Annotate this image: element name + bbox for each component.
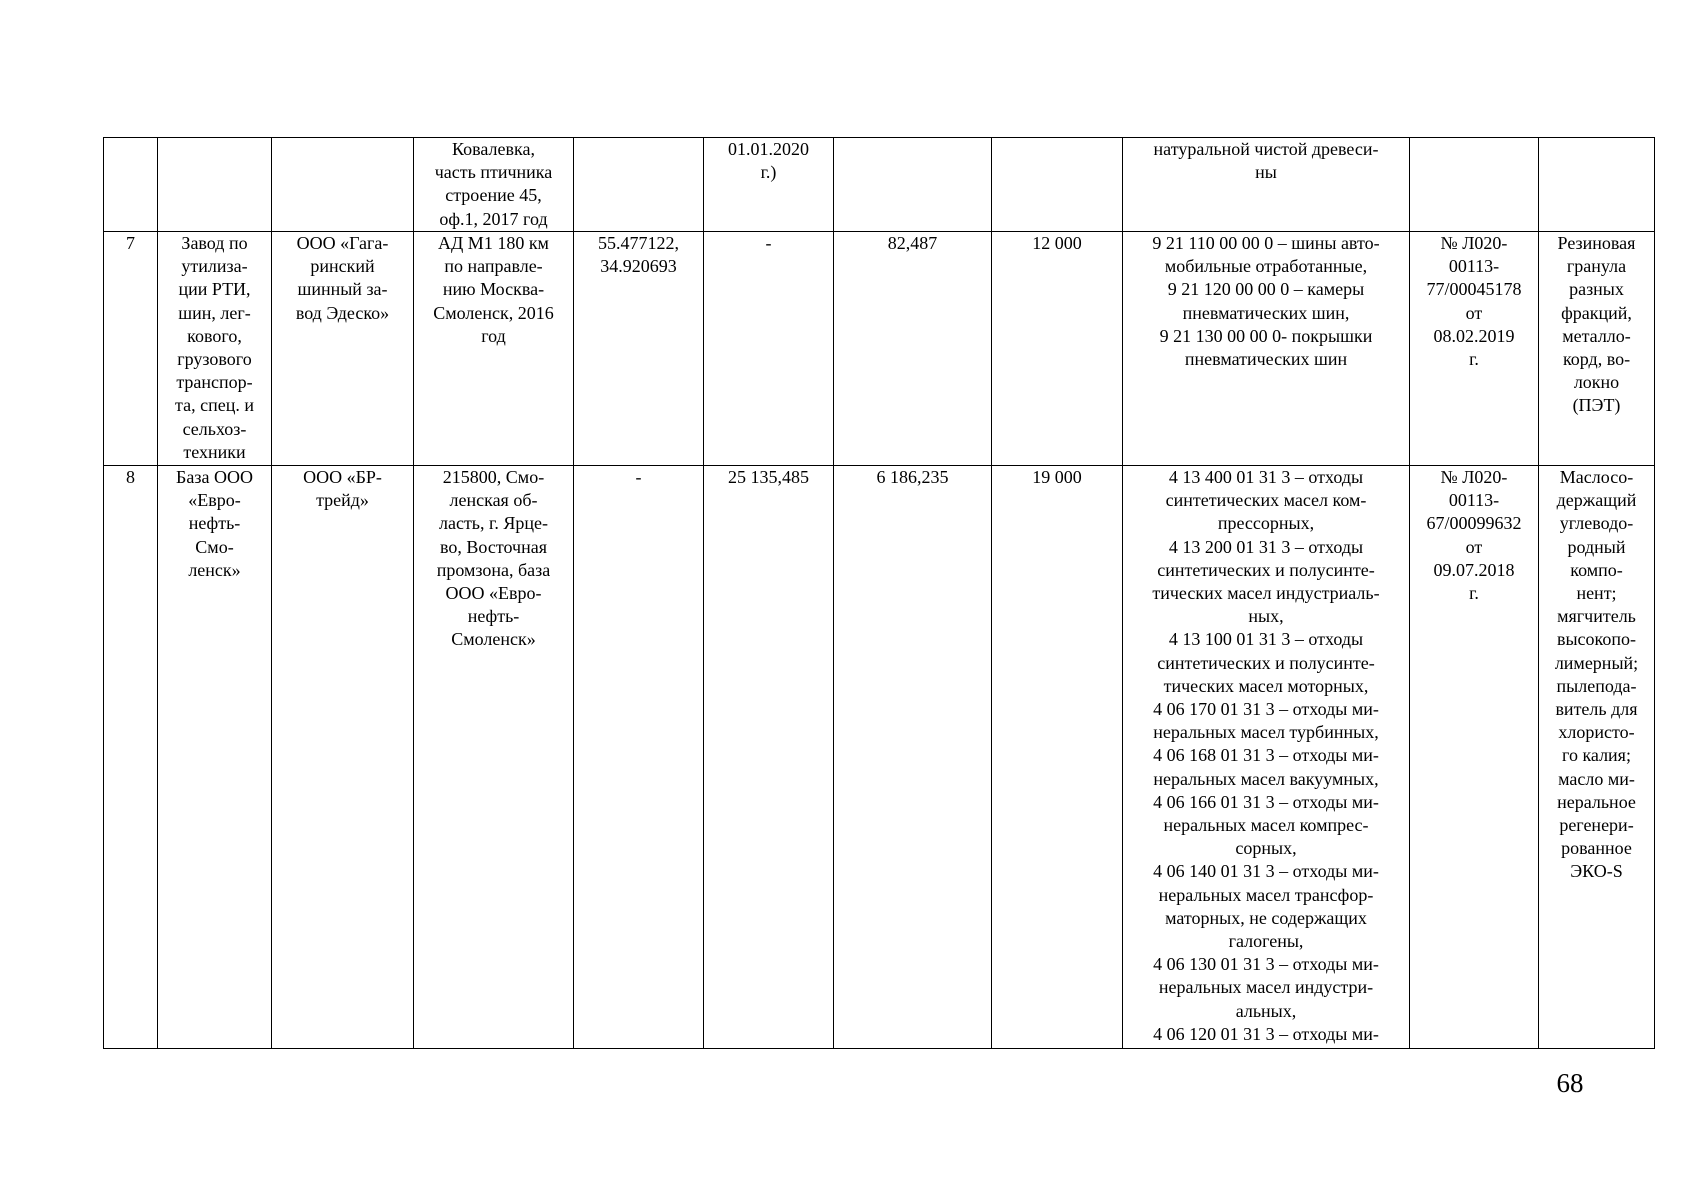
- cell-area-text: 19 000: [1032, 467, 1082, 487]
- cell-owner-text: ООО «Гага- ринский шинный за- вод Эдеско»: [295, 233, 390, 323]
- cell-coordinates: [574, 466, 704, 1049]
- cell-facility-name: [158, 138, 272, 232]
- cell-number-text: 8: [126, 467, 135, 487]
- cell-capacity: [704, 466, 834, 1049]
- cell-address: [414, 466, 574, 1049]
- cell-volume-text: 82,487: [887, 233, 938, 253]
- cell-number: [104, 138, 158, 232]
- cell-waste-codes-text: 4 13 400 01 31 3 – отходы синтетических масел ком- прессорных, 4 13 200 01 31 3 – отходы синтетических и полусинте- тических масел индустриаль- ных, 4 13 100 01 31 3 – отходы синтетических и полусинте- тических масел моторных, 4 06 170 01 31 3 – отходы ми- неральных масел турбинных, 4 06 168 01 31 3 – отходы ми- неральных масел вакуумных, 4 06 166 01 31 3 – отходы ми- неральных масел компрес- сорных, 4 06 140 01 31 3 – отходы ми- неральных масел трансфор- маторных, не содержащих галогены, 4 06 130 01 31 3 – отходы ми- неральных масел индустри- альных, 4 06 120 01 31 3 – отходы ми-: [1152, 467, 1380, 1044]
- cell-owner-text: ООО «БР- трейд»: [303, 467, 382, 511]
- cell-owner: [272, 138, 414, 232]
- cell-volume-text: 6 186,235: [876, 467, 949, 487]
- cell-facility-name-text: Завод по утилиза- ции РТИ, шин, лег- кового, грузового транспор- та, спец. и сельхоз- техники: [175, 233, 254, 462]
- cell-waste-codes: [1123, 232, 1410, 466]
- cell-license: [1410, 138, 1539, 232]
- cell-license-text: № Л020- 00113- 67/00099632 от 09.07.2018 г.: [1426, 467, 1522, 604]
- cell-owner: [272, 466, 414, 1049]
- cell-facility-name-text: База ООО «Евро- нефть- Смо- ленск»: [176, 467, 253, 580]
- cell-number-text: 7: [126, 233, 135, 253]
- cell-waste-codes-text: натуральной чистой древеси- ны: [1153, 139, 1379, 183]
- cell-waste-codes: [1123, 138, 1410, 232]
- table-row: [104, 232, 1655, 466]
- cell-volume: [834, 232, 992, 466]
- cell-products: [1539, 466, 1655, 1049]
- cell-license-text: № Л020- 00113- 77/00045178 от 08.02.2019 г.: [1426, 233, 1522, 370]
- cell-license: [1410, 232, 1539, 466]
- cell-products: [1539, 232, 1655, 466]
- cell-capacity-text: 25 135,485: [728, 467, 809, 487]
- cell-address: [414, 232, 574, 466]
- cell-volume: [834, 138, 992, 232]
- cell-facility-name: [158, 232, 272, 466]
- cell-owner: [272, 232, 414, 466]
- facilities-table: [103, 137, 1655, 1049]
- cell-volume: [834, 466, 992, 1049]
- cell-area-text: 12 000: [1032, 233, 1082, 253]
- cell-products-text: Резиновая гранула разных фракций, металло- корд, во- локно (ПЭТ): [1557, 233, 1636, 416]
- table-row: [104, 138, 1655, 232]
- cell-number: [104, 232, 158, 466]
- cell-address-text: Ковалевка, часть птичника строение 45, оф.1, 2017 год: [434, 139, 553, 229]
- cell-facility-name: [158, 466, 272, 1049]
- cell-number: [104, 466, 158, 1049]
- cell-address-text: АД М1 180 км по направле- нию Москва- Смоленск, 2016 год: [433, 233, 554, 346]
- cell-capacity-text: 01.01.2020 г.): [728, 139, 809, 183]
- table-row: [104, 466, 1655, 1049]
- cell-coordinates-text: -: [635, 467, 642, 487]
- cell-address-text: 215800, Смо- ленская об- ласть, г. Ярце- во, Восточная промзона, база ООО «Евро- нефть- Смоленск»: [436, 467, 551, 650]
- cell-capacity-text: -: [765, 233, 772, 253]
- cell-area: [992, 466, 1123, 1049]
- cell-capacity: [704, 232, 834, 466]
- cell-products-text: Маслосо- держащий углеводо- родный компо- нент; мягчитель высокопо- лимерный; пылеподa- витель для хлористо- го калия; масло ми- неральное регенери- рованное ЭКО-S: [1554, 467, 1639, 882]
- cell-waste-codes: [1123, 466, 1410, 1049]
- cell-area: [992, 232, 1123, 466]
- cell-waste-codes-text: 9 21 110 00 00 0 – шины авто- мобильные отработанные, 9 21 120 00 00 0 – камеры пневматических шин, 9 21 130 00 00 0- покрышки пневматических шин: [1152, 233, 1380, 370]
- cell-area: [992, 138, 1123, 232]
- page-number: 68: [1556, 1068, 1584, 1098]
- cell-coordinates: [574, 138, 704, 232]
- cell-license: [1410, 466, 1539, 1049]
- cell-address: [414, 138, 574, 232]
- cell-coordinates-text: 55.477122, 34.920693: [598, 233, 679, 277]
- cell-products: [1539, 138, 1655, 232]
- cell-coordinates: [574, 232, 704, 466]
- cell-capacity: [704, 138, 834, 232]
